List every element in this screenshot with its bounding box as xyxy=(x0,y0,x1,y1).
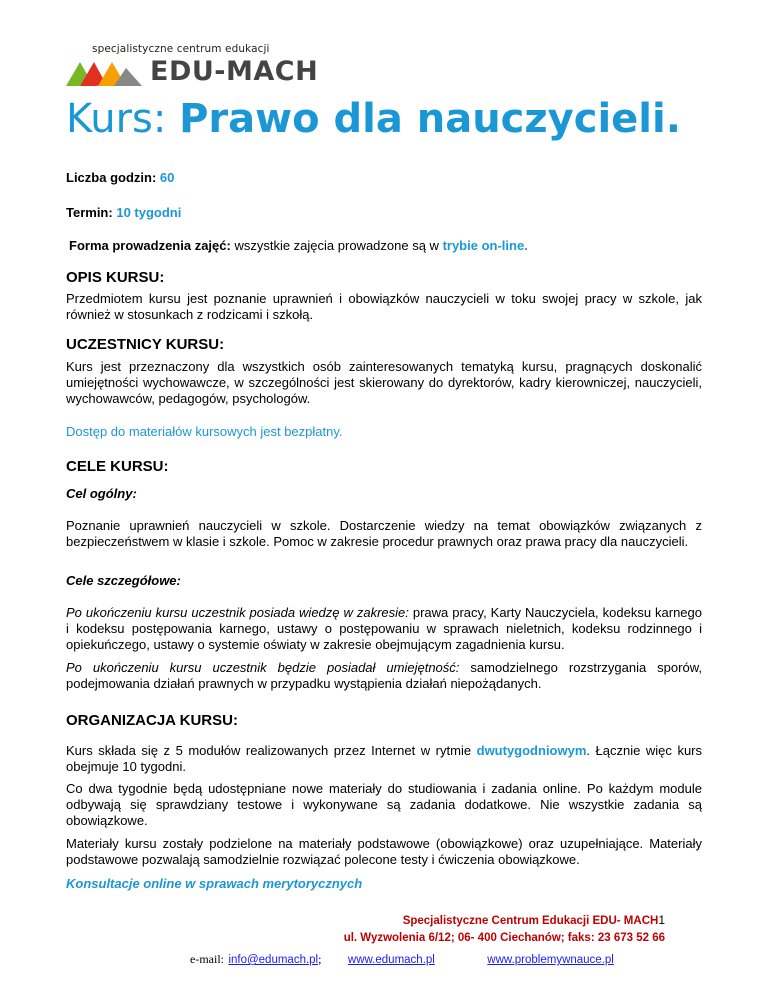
organizacja-p3: Materiały kursu zostały podzielone na materiały podstawowe (obowiązkowe) oraz uzupełniające. Materiały podstawowe pozwalają samodzielnie rozwiązać polecone testy i ćwiczenia obowiązkowe. xyxy=(66,836,702,867)
email-label: e-mail: xyxy=(190,952,224,966)
footer-org xyxy=(403,913,665,927)
opis-text: Przedmiotem kursu jest poznanie uprawnień i obowiązków nauczycieli w toku swojej pracy w szkole, jak również w stosunkach z rodzicami i szkołą. xyxy=(66,291,702,322)
cele-heading: CELE KURSU: xyxy=(66,458,169,475)
hours-line xyxy=(66,170,174,185)
organizacja-p1-b: . Łącznie więc kurs obejmuje 10 tygodni. xyxy=(66,743,702,774)
logo-brand: EDU-MACH xyxy=(150,56,319,87)
page-title xyxy=(66,96,681,142)
uczestnicy-text: Kurs jest przeznaczony dla wszystkich osób zainteresowanych tematyką kursu, pragnących doskonalić umiejętności wychowawcze, w szczególności jest skierowany do dyrektorów, kadry kierowniczej, nauczycieli, wychowawców, pedagogów, psychologów. xyxy=(66,359,702,406)
form-text: wszystkie zajęcia prowadzone są w xyxy=(234,238,439,253)
organizacja-highlight: dwutygodniowym xyxy=(476,743,587,758)
footer-address: ul. Wyzwolenia 6/12; 06- 400 Ciechanów; faks: 23 673 52 66 xyxy=(343,932,665,944)
organizacja-heading: ORGANIZACJA KURSU: xyxy=(66,712,238,729)
form-value: trybie on-line. xyxy=(442,238,528,253)
title-prefix: Kurs: xyxy=(66,96,167,142)
term-value: 10 tygodni xyxy=(116,205,182,220)
title-name: Prawo dla nauczycieli. xyxy=(179,96,681,142)
opis-heading: OPIS KURSU: xyxy=(66,269,165,286)
footer-org-name: Specjalistyczne Centrum Edukacji EDU- MACH xyxy=(402,915,659,927)
hours-label: Liczba godzin: xyxy=(66,170,157,185)
uczestnicy-heading: UCZESTNICY KURSU: xyxy=(66,336,225,353)
term-line xyxy=(66,205,181,220)
organizacja-p1-a: Kurs składa się z 5 modułów realizowanych przez Internet w rytmie xyxy=(66,743,472,758)
knowledge-intro: Po ukończeniu kursu uczestnik posiada wiedzę w zakresie: xyxy=(66,605,409,620)
logo-mark-icon xyxy=(66,56,146,88)
skills-text: samodzielnego rozstrzygania sporów, podejmowania działań prawnych w przypadku wystąpienia działań niepożądanych. xyxy=(66,660,702,691)
free-note: Dostęp do materiałów kursowych jest bezpłatny. xyxy=(66,424,343,439)
form-label: Forma prowadzenia zajęć: xyxy=(69,238,231,253)
email-link[interactable]: info@edumach.pl xyxy=(228,954,319,966)
organizacja-p1 xyxy=(66,743,702,775)
hours-value: 60 xyxy=(159,170,175,185)
cel-ogolny-text: Poznanie uprawnień nauczycieli w szkole. Dostarczenie wiedzy na temat obowiązków związanych z bezpieczeństwem w klasie i szkole. Pomoc w zakresie procedur prawnych oraz prawa pracy dla nauczycieli. xyxy=(66,518,702,549)
site1-link[interactable]: www.edumach.pl xyxy=(347,954,435,966)
logo-tagline: specjalistyczne centrum edukacji xyxy=(92,43,270,55)
page-number: 1 xyxy=(658,913,665,927)
footer-contact xyxy=(190,950,614,968)
cele-szczegolowe-label: Cele szczegółowe: xyxy=(66,573,181,588)
knowledge-paragraph xyxy=(66,605,702,653)
form-line xyxy=(69,238,528,253)
organizacja-p2: Co dwa tygodnie będą udostępniane nowe materiały do studiowania i zadania online. Po każdym module odbywają się sprawdziany testowe i wykonywane są zadania dodatkowe. Nie wszystkie zadania są obowiązkowe. xyxy=(66,781,702,828)
term-label: Termin: xyxy=(66,205,113,220)
cel-ogolny-label: Cel ogólny: xyxy=(66,486,137,501)
knowledge-text: prawa pracy, Karty Nauczyciela, kodeksu karnego i kodeksu postępowania karnego, ustawy o postępowaniu w sprawach nieletnich, kodeksu rodzinnego i opiekuńczego, ustawy o systemie oświaty w zakresie obejmującym zagadnienia kursu. xyxy=(66,605,703,652)
consult-note: Konsultacje online w sprawach merytorycznych xyxy=(66,876,363,891)
skills-intro: Po ukończeniu kursu uczestnik będzie posiadał umiejętność: xyxy=(66,660,460,675)
skills-paragraph xyxy=(66,660,702,692)
site2-link[interactable]: www.problemywnauce.pl xyxy=(487,954,614,966)
email-sep: ; xyxy=(318,952,322,966)
